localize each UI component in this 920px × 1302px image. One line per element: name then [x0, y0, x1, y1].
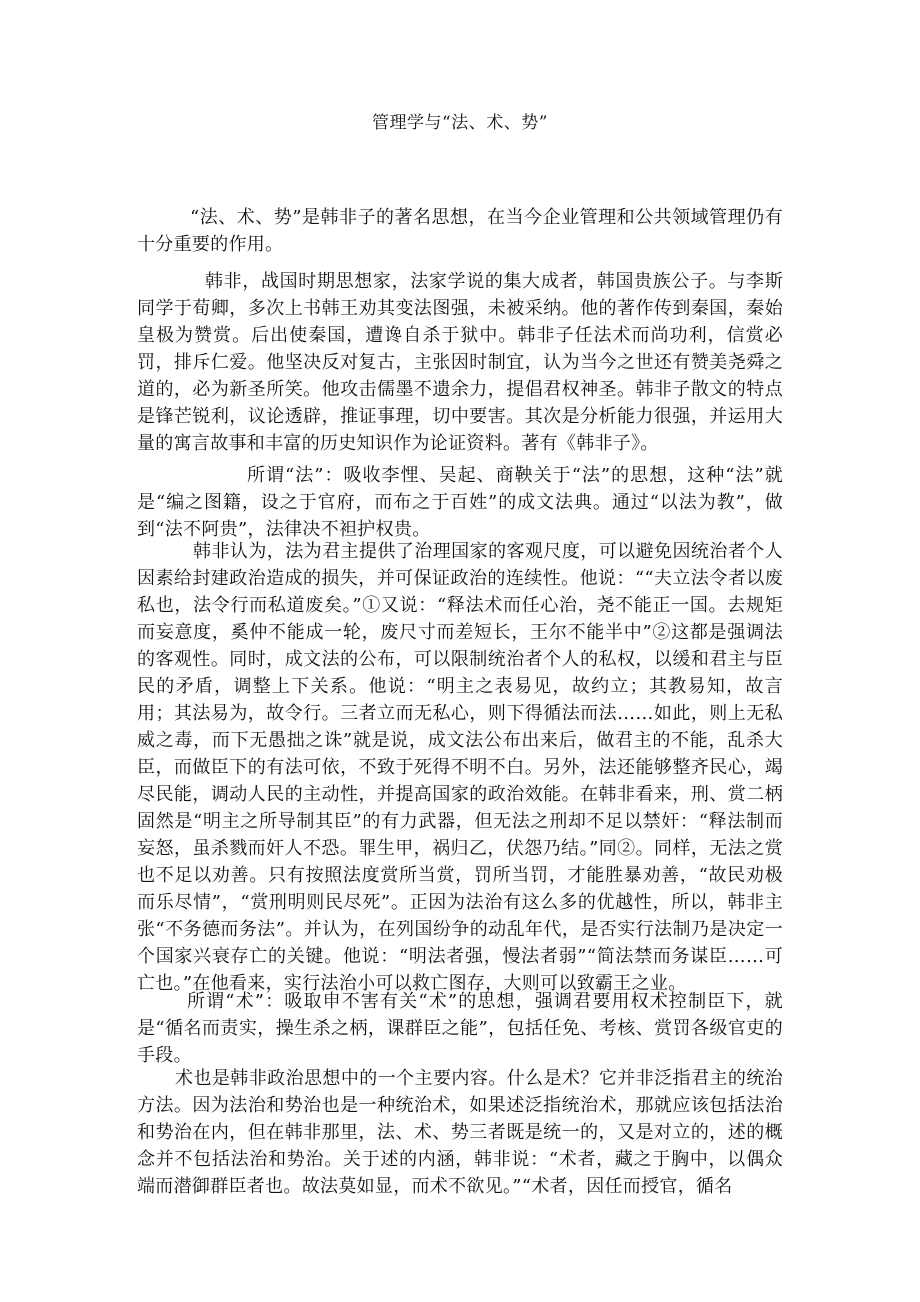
paragraph-shu-discussion: 术也是韩非政治思想中的一个主要内容。什么是术？它并非泛指君主的统治方法。因为法治和势治也是一种统治术，如果述泛指统治术，那就应该包括法治和势治在内，但在韩非那里，法、术、势三者既是统一的，又是对立的，述的概念并不包括法治和势治。关于述的内涵，韩非说：“术者，藏之于胸中，以偶众端而潜御群臣者也。故法莫如显，而术不欲见。”“术者，因任而授官，循名: [137, 1068, 783, 1197]
paragraph-hanfei-biography: 韩非，战国时期思想家，法家学说的集大成者，韩国贵族公子。与李斯同学于荀卿，多次上书韩王劝其变法图强，未被采纳。他的著作传到秦国，秦始皇极为赞赏。后出使秦国，遭谗自杀于狱中。韩非子任法术而尚功利，信赏必罚，排斥仁爱。他坚决反对复古，主张因时制宜，认为当今之世还有赞美尧舜之道的，必为新圣所笑。他攻击儒墨不遗余力，提倡君权神圣。韩非子散文的特点是锋芒锐利，议论透辟，推证事理，切中要害。其次是分析能力很强，并运用大量的寓言故事和丰富的历史知识作为论证资料。著有《韩非子》。: [137, 271, 783, 454]
paragraph-fa-definition: 所谓“法”：吸收李悝、吴起、商鞅关于“法”的思想，这种“法”就是“编之图籍，设之于官府，而布之于百姓”的成文法典。通过“以法为教”，做到“法不阿贵”，法律决不袒护权贵。: [137, 465, 783, 540]
document-title: 管理学与“法、术、势”: [372, 113, 548, 133]
paragraph-intro: “法、术、势”是韩非子的著名思想，在当今企业管理和公共领域管理仍有十分重要的作用。: [137, 207, 783, 255]
paragraph-fa-discussion: 韩非认为，法为君主提供了治理国家的客观尺度，可以避免因统治者个人因素给封建政治造成的损失，并可保证政治的连续性。他说：““夫立法令者以废私也，法令行而私道废矣。”①又说：“释法术而任心治，尧不能正一国。去规矩而妄意度，奚仲不能成一轮，废尺寸而差短长，王尔不能半中”②这都是强调法的客观性。同时，成文法的公布，可以限制统治者个人的私权，以缓和君主与臣民的矛盾，调整上下关系。他说：“明主之表易见，故约立；其教易知，故言用；其法易为，故令行。三者立而无私心，则下得循法而法……如此，则上无私威之毒，而下无愚拙之诛”就是说，成文法公布出来后，做君主的不能，乱杀大臣，而做臣下的有法可依，不致于死得不明不白。另外，法还能够整齐民心，竭尽民能，调动人民的主动性，并提高国家的政治效能。在韩非看来，刑、赏二柄固然是“明主之所导制其臣”的有力武器，但无法之刑却不足以禁奸：“释法制而妄怒，虽杀戮而奸人不恐。罪生甲，祸归乙，伏怨乃结。”同②。同样，无法之赏也不足以劝善。只有按照法度赏所当赏，罚所当罚，才能胜暴劝善，“故民劝极而乐尽情”，“赏刑明则民尽死”。正因为法治有这么多的优越性，所以，韩非主张“不务德而务法”。并认为，在列国纷争的动乱年代，是否实行法制乃是决定一个国家兴衰存亡的关键。他说：“明法者强，慢法者弱”“简法禁而务谋臣……可亡也。”在他看来，实行法治小可以救亡图存，大则可以致霸王之业。: [137, 541, 783, 994]
paragraph-shu-definition: 所谓“术”：吸取申不害有关“术”的思想，强调君要用权术控制臣下，就是“循名而责实，操生杀之柄，课群臣之能”，包括任免、考核、赏罚各级官吏的手段。: [137, 991, 783, 1066]
